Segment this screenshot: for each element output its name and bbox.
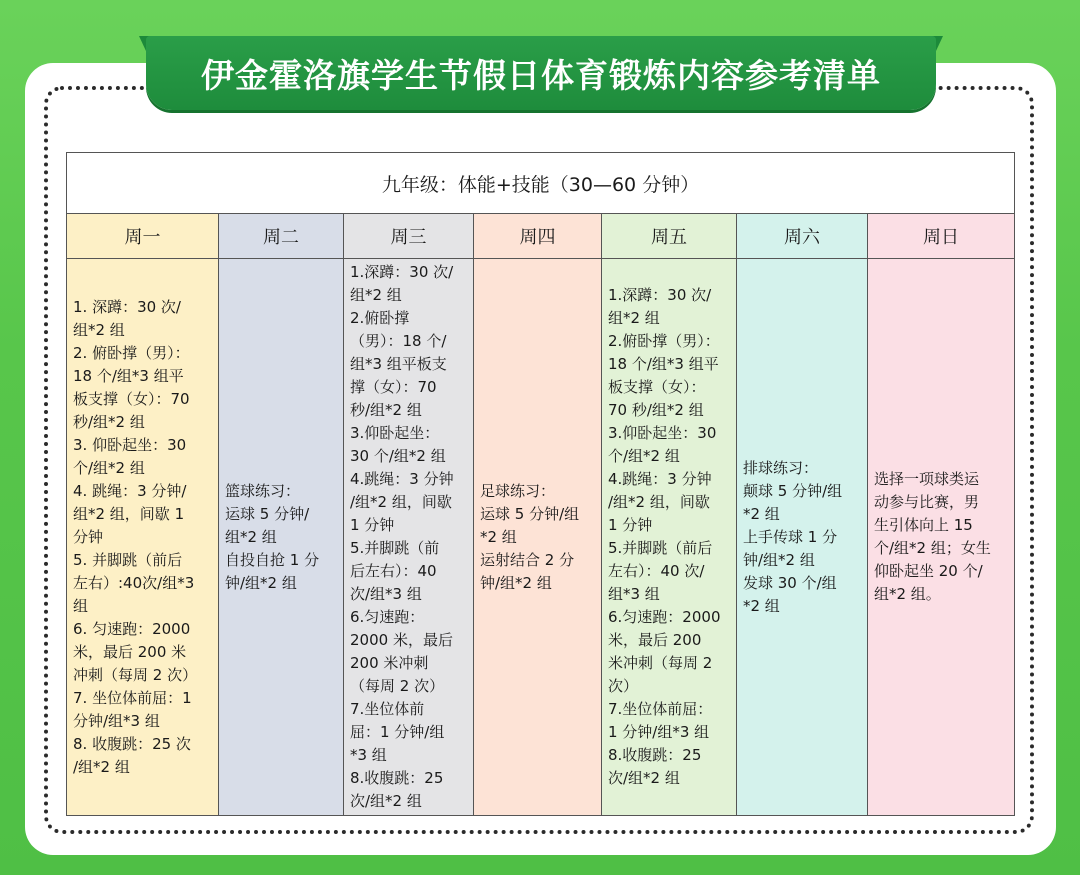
table-header-row bbox=[67, 153, 1015, 214]
day-header-tue: 周二 bbox=[219, 214, 344, 259]
day-content-mon: 1. 深蹲：30 次/ 组*2 组 2. 俯卧撑（男）： 18 个/组*3 组平 板支撑（女）：70 秒/组*2 组 3. 仰卧起坐：30 个/组*2 组 4. 跳绳：3 分钟/ 组*2 组，间歇 1 分钟 5. 并脚跳（前后 左右）:40次/组*3 组 6. 匀速跑：2000 米，最后 200 米 冲刺（每周 2 次） 7. 坐位体前屈：1 分钟/组*3 组 8. 收腹跳：25 次 /组*2 组 bbox=[67, 259, 219, 816]
day-header-mon: 周一 bbox=[67, 214, 219, 259]
page-title: 伊金霍洛旗学生节假日体育锻炼内容参考清单 bbox=[201, 55, 881, 95]
title-banner bbox=[146, 36, 936, 110]
day-content-sun: 选择一项球类运 动参与比赛，男 生引体向上 15 个/组*2 组；女生 仰卧起坐 20 个/ 组*2 组。 bbox=[868, 259, 1015, 816]
day-content-tue: 篮球练习： 运球 5 分钟/ 组*2 组 自投自抢 1 分 钟/组*2 组 bbox=[219, 259, 344, 816]
day-header-wed: 周三 bbox=[344, 214, 474, 259]
day-header-sun: 周日 bbox=[868, 214, 1015, 259]
day-content-thu: 足球练习： 运球 5 分钟/组 *2 组 运射结合 2 分 钟/组*2 组 bbox=[474, 259, 602, 816]
content-row bbox=[67, 259, 1015, 816]
day-content-fri: 1.深蹲：30 次/ 组*2 组 2.俯卧撑（男）： 18 个/组*3 组平 板支撑（女）： 70 秒/组*2 组 3.仰卧起坐：30 个/组*2 组 4.跳绳：3 分钟 /组*2 组，间歇 1 分钟 5.并脚跳（前后 左右）：40 次/ 组*3 组 6.匀速跑：2000 米，最后 200 米冲刺（每周 2 次） 7.坐位体前屈： 1 分钟/组*3 组 8.收腹跳：25 次/组*2 组 bbox=[602, 259, 737, 816]
grade-header: 九年级：体能+技能（30—60 分钟） bbox=[67, 153, 1015, 214]
day-header-row bbox=[67, 214, 1015, 259]
day-content-wed: 1.深蹲：30 次/ 组*2 组 2.俯卧撑 （男）：18 个/ 组*3 组平板支 撑（女）：70 秒/组*2 组 3.仰卧起坐： 30 个/组*2 组 4.跳绳：3 分钟 /组*2 组，间歇 1 分钟 5.并脚跳（前 后左右）：40 次/组*3 组 6.匀速跑： 2000 米，最后 200 米冲刺 （每周 2 次） 7.坐位体前 屈：1 分钟/组 *3 组 8.收腹跳：25 次/组*2 组 bbox=[344, 259, 474, 816]
day-header-thu: 周四 bbox=[474, 214, 602, 259]
day-content-sat: 排球练习： 颠球 5 分钟/组 *2 组 上手传球 1 分 钟/组*2 组 发球 30 个/组 *2 组 bbox=[737, 259, 868, 816]
schedule-table bbox=[66, 152, 1015, 816]
day-header-fri: 周五 bbox=[602, 214, 737, 259]
day-header-sat: 周六 bbox=[737, 214, 868, 259]
